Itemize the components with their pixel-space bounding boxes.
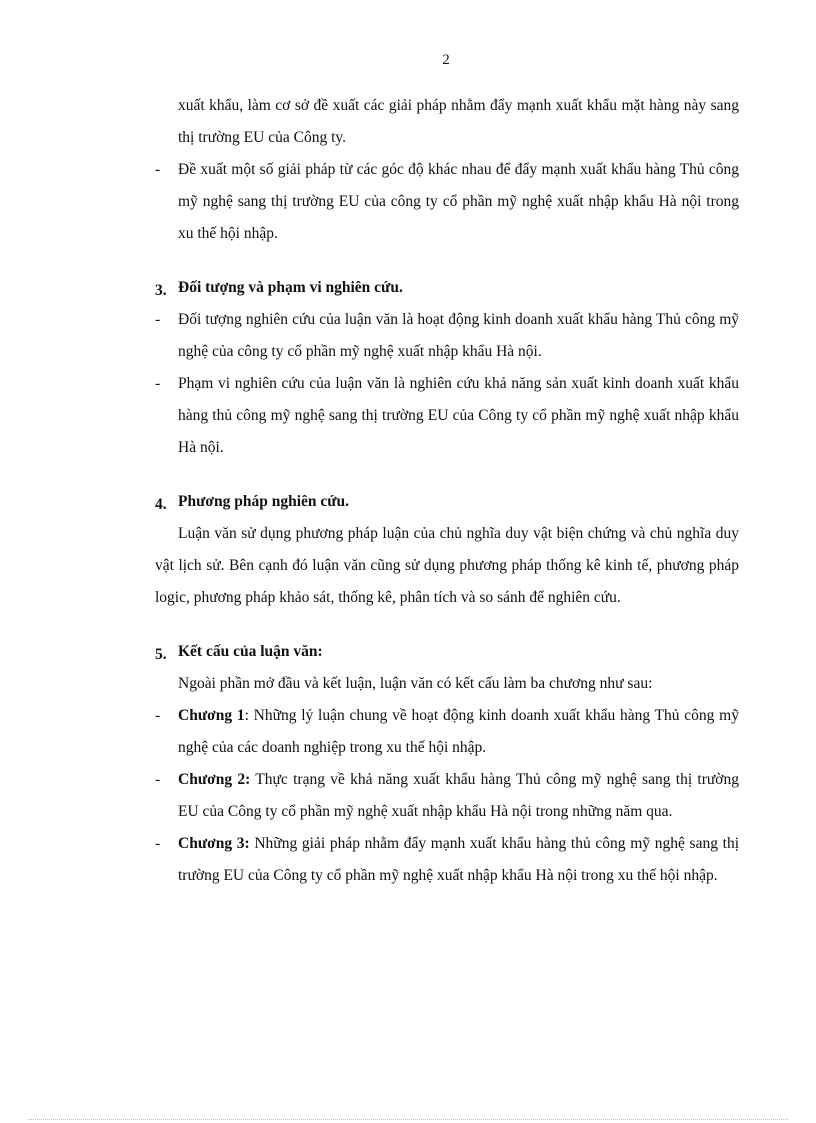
goal-continuation: xuất khẩu, làm cơ sở đề xuất các giải pháp nhằm đẩy mạnh xuất khẩu mặt hàng này sang thị trường EU của Công ty. xyxy=(178,97,739,146)
bullet-dash: - xyxy=(155,161,161,178)
scope-bullet xyxy=(155,368,739,464)
bullet-dash: - xyxy=(155,707,161,724)
section-number: 3. xyxy=(155,282,167,299)
section-number: 4. xyxy=(155,496,167,513)
method-paragraph: Luận văn sử dụng phương pháp luận của chủ nghĩa duy vật biện chứng và chủ nghĩa duy vật lịch sử. Bên cạnh đó luận văn cũng sử dụng phương pháp thống kê kinh tế, phương pháp logic, phương pháp khảo sát, thống kê, phân tích và so sánh để nghiên cứu. xyxy=(155,525,739,606)
bullet-dash: - xyxy=(155,375,161,392)
scope-bullet xyxy=(155,304,739,368)
chapter-label: Chương 3: xyxy=(178,835,250,852)
chapter-text: Thực trạng về khả năng xuất khẩu hàng Thủ công mỹ nghệ sang thị trường EU của Công ty cổ phần mỹ nghệ xuất nhập khẩu Hà nội trong những năm qua. xyxy=(178,771,739,820)
structure-intro: Ngoài phần mở đầu và kết luận, luận văn có kết cấu làm ba chương như sau: xyxy=(178,675,653,692)
chapter-text: : Những lý luận chung về hoạt động kinh doanh xuất khẩu hàng Thủ công mỹ nghệ của các doanh nghiệp trong xu thế hội nhập. xyxy=(178,707,739,756)
bullet-dash: - xyxy=(155,835,161,852)
chapter-text: Những giải pháp nhằm đẩy mạnh xuất khẩu hàng thủ công mỹ nghệ sang thị trường EU của Công ty cổ phần mỹ nghệ xuất nhập khẩu Hà nội trong xu thế hội nhập. xyxy=(178,835,740,884)
chapter-label: Chương 2: xyxy=(178,771,251,788)
section-title: Phương pháp nghiên cứu. xyxy=(178,493,350,510)
page-bottom-divider xyxy=(28,1119,788,1120)
section-number: 5. xyxy=(155,646,167,663)
bullet-dash: - xyxy=(155,311,161,328)
section-heading-3 xyxy=(155,272,739,304)
chapter-item xyxy=(155,764,739,828)
chapter-label: Chương 1 xyxy=(178,707,245,724)
section-heading-5 xyxy=(155,636,739,668)
chapter-item xyxy=(155,828,739,892)
bullet-dash: - xyxy=(155,771,161,788)
bullet-text: Phạm vi nghiên cứu của luận văn là nghiên cứu khả năng sản xuất kinh doanh xuất khẩu hàng thủ công mỹ nghệ sang thị trường EU của Công ty cổ phần mỹ nghệ xuất nhập khẩu Hà nội. xyxy=(178,375,739,456)
section-heading-4 xyxy=(155,486,739,518)
page-number: 2 xyxy=(442,52,450,68)
section-title: Đối tượng và phạm vi nghiên cứu. xyxy=(178,279,403,296)
section-title: Kết cấu của luận văn: xyxy=(178,643,323,660)
document-body xyxy=(155,90,739,892)
goal-bullet xyxy=(155,154,739,250)
bullet-text: Đề xuất một số giải pháp từ các góc độ khác nhau để đẩy mạnh xuất khẩu hàng Thủ công mỹ nghệ sang thị trường EU của công ty cổ phần mỹ nghệ xuất nhập khẩu Hà nội trong xu thế hội nhập. xyxy=(178,161,739,242)
chapter-item xyxy=(155,700,739,764)
bullet-text: Đối tượng nghiên cứu của luận văn là hoạt động kinh doanh xuất khẩu hàng Thủ công mỹ nghệ của công ty cổ phần mỹ nghệ xuất nhập khẩu Hà nội. xyxy=(178,311,739,360)
